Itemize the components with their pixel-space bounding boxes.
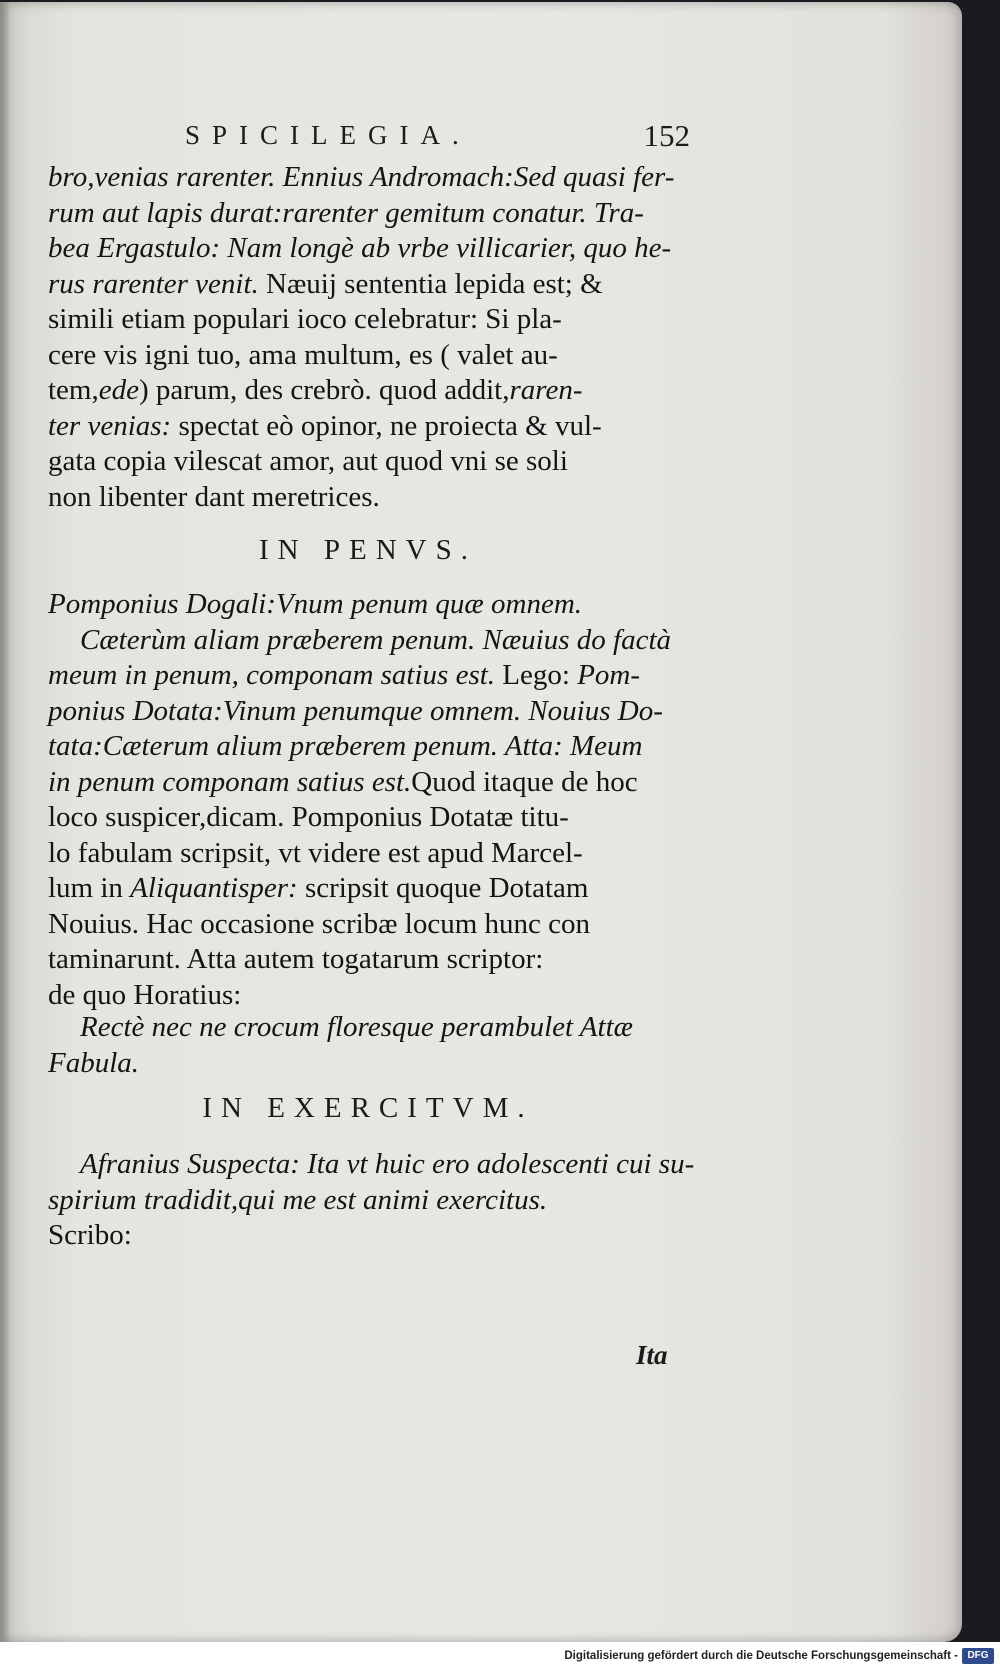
italic-run: rus rarenter venit. [48,267,259,300]
roman-run: ) parum, des crebrò. quod addit, [139,374,510,406]
text-line [48,1183,688,1219]
text-line [48,907,688,943]
text-line [48,338,688,374]
text-line [48,409,688,445]
roman-run: gata copia vilescat amor, aut quod vni se soli [48,445,568,477]
italic-run: bea Ergastulo: Nam longè ab vrbe villicarier, quo he- [48,232,672,264]
text-line [48,729,688,765]
italic-run: Rectè nec ne crocum floresque perambulet Attæ [80,1011,633,1043]
running-head [185,120,690,154]
roman-run: Quod itaque de hoc [411,765,638,798]
italic-run: Cæterùm aliam præberem penum. Næuius do factà [80,623,672,656]
italic-run: Fabula. [48,1046,140,1079]
roman-run: scripsit quoque Dotatam [297,872,589,904]
italic-run: tata:Cæterum alium præberem penum. Atta: Meum [48,730,643,762]
italic-run: raren- [509,374,583,406]
funding-notice: Digitalisierung gefördert durch die Deutsche Forschungsgemeinschaft - [564,1650,958,1662]
roman-run: Næuij sententia lepida est; & [258,267,603,300]
text-line [48,800,688,836]
book-page [0,2,962,1642]
text-line [48,231,688,267]
text-line [48,196,688,232]
italic-run: meum in penum, componam satius est. [48,659,496,691]
italic-run: Pom- [577,659,641,691]
text-line [48,694,688,730]
roman-run: de quo Horatius: [48,978,242,1011]
text-line [48,480,688,516]
text-line [48,1010,688,1046]
text-line [48,444,688,480]
text-line [48,871,688,907]
section-heading-in-exercitum: IN EXERCITVM. [202,1092,534,1124]
section-heading-in-penus: IN PENVS. [259,534,477,566]
page-number: 152 [643,118,690,153]
digitization-footer [0,1642,1000,1672]
text-line [48,267,688,303]
text-line [48,623,688,659]
italic-run: rum aut lapis durat:rarenter gemitum conatur. Tra- [48,196,644,229]
text-line [48,1218,688,1254]
verse-quotation [48,1010,688,1081]
dfg-logo: DFG [962,1648,994,1664]
roman-run: tem, [48,374,99,406]
roman-run: simili etiam populari ioco celebratur: Si pla- [48,303,562,335]
italic-run: Aliquantisper: [130,872,298,904]
paragraph-block-3 [48,1147,695,1254]
text-line [48,658,688,694]
italic-run: Pomponius Dogali:Vnum penum quæ omnem. [48,588,583,620]
italic-run: Afranius Suspecta: Ita vt huic ero adolescenti cui su- [80,1148,695,1180]
roman-run: loco suspicer,dicam. Pomponius Dotatæ titu- [48,801,569,833]
text-line [48,836,688,872]
roman-run: taminarunt. Atta autem togatarum scriptor: [48,943,544,975]
italic-run: ter venias: [48,409,172,442]
running-title: SPICILEGIA. [185,120,471,150]
italic-run: in penum componam satius est. [48,765,412,798]
italic-run: ponius Dotata:Vinum penumque omnem. Nouius Do- [48,694,663,727]
roman-run: lo fabulam scripsit, vt videre est apud Marcel- [48,836,583,869]
paragraph-block-1 [48,160,688,515]
roman-run: spectat eò opinor, ne proiecta & vul- [171,409,602,442]
roman-run: cere vis igni tuo, ama multum, es ( valet au- [48,338,558,371]
text-line [48,1147,695,1183]
catchword: Ita [636,1340,668,1370]
text-line [48,587,688,623]
text-line [48,160,688,196]
roman-run: Scribo: [48,1219,132,1251]
text-line [48,1046,688,1082]
text-line [48,765,688,801]
text-line [48,978,688,1014]
roman-run: Nouius. Hac occasione scribæ locum hunc con [48,907,590,940]
paragraph-block-2 [48,587,688,1013]
text-line [48,942,688,978]
text-line [48,373,688,409]
roman-run: non libenter dant meretrices. [48,480,380,513]
italic-run: ede [98,374,139,406]
text-line [48,302,688,338]
italic-run: spirium tradidit,qui me est animi exercitus. [48,1183,548,1216]
roman-run: lum in [48,872,131,904]
italic-run: bro,venias rarenter. Ennius Andromach:Sed quasi fer- [48,161,675,193]
roman-run: Lego: [495,659,578,691]
